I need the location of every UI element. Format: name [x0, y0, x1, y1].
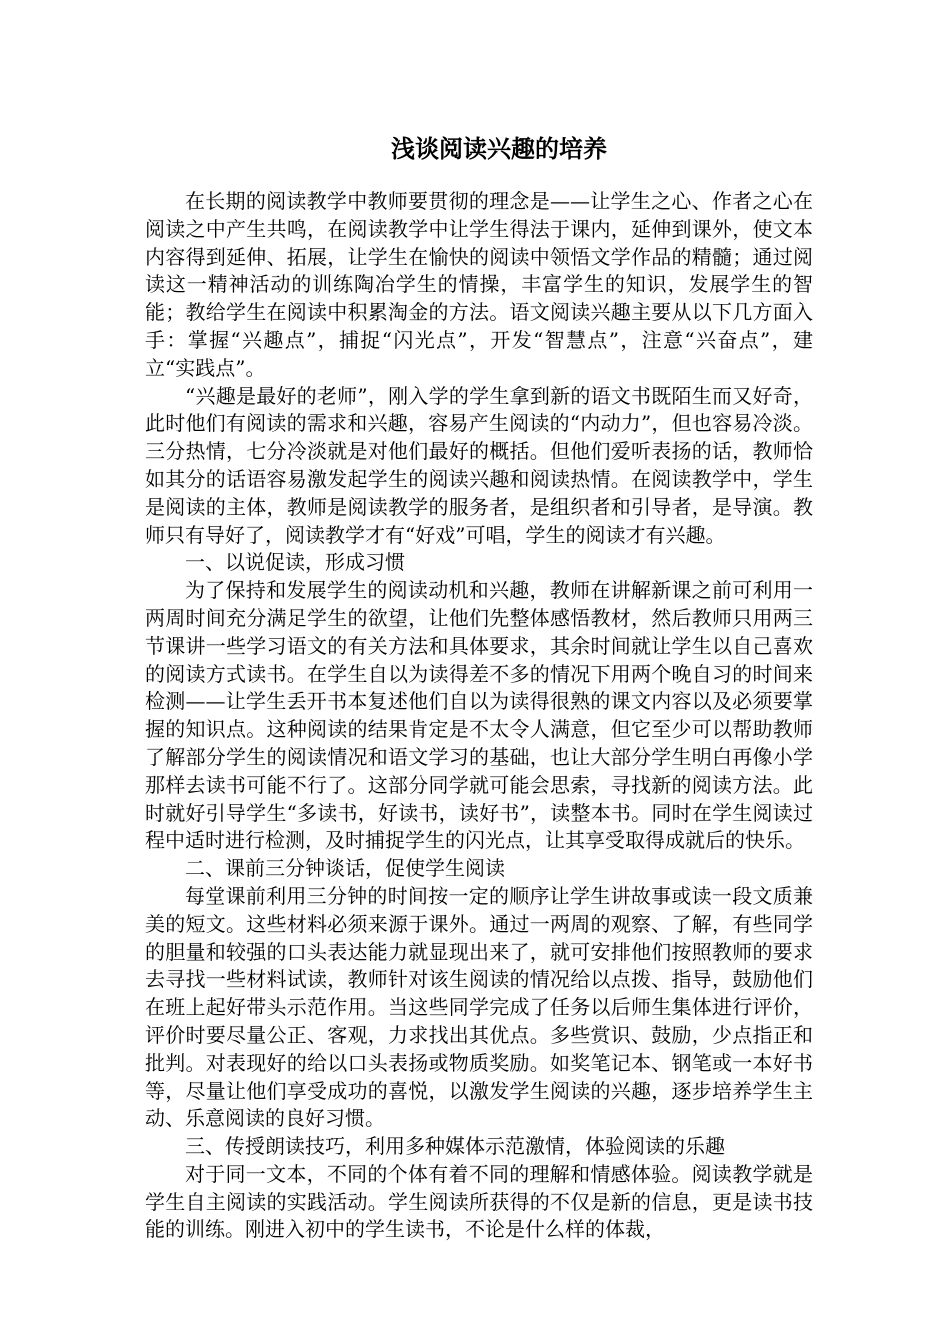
- paragraph-section-3: 对于同一文本，不同的个体有着不同的理解和情感体验。阅读教学就是学生自主阅读的实践活动。学生阅读所获得的不仅是新的信息，更是读书技能的训练。刚进入初中的学生读书，不论是什么样的体裁，: [145, 1161, 813, 1242]
- section-heading-1: 一、以说促读，形成习惯: [185, 550, 405, 575]
- paragraph-intro: 在长期的阅读教学中教师要贯彻的理念是——让学生之心、作者之心在阅读之中产生共鸣，在阅读教学中让学生得法于课内，延伸到课外，使文本内容得到延伸、拓展，让学生在愉快的阅读中领悟文学作品的精髓；通过阅读这一精神活动的训练陶冶学生的情操，丰富学生的知识，发展学生的智能；教给学生在阅读中积累淘金的方法。语文阅读兴趣主要从以下几方面入手：掌握“兴趣点”，捕捉“闪光点”，开发“智慧点”，注意“兴奋点”，建立“实践点”。: [145, 189, 813, 380]
- paragraph-interest: “兴趣是最好的老师”，刚入学的学生拿到新的语文书既陌生而又好奇，此时他们有阅读的需求和兴趣，容易产生阅读的“内动力”，但也容易冷淡。三分热情，七分冷淡就是对他们最好的概括。但他们爱听表扬的话，教师恰如其分的话语容易激发起学生的阅读兴趣和阅读热情。在阅读教学中，学生是阅读的主体，教师是阅读教学的服务者，是组织者和引导者，是导演。教师只有导好了，阅读教学才有“好戏”可唱，学生的阅读才有兴趣。: [145, 383, 813, 547]
- section-heading-3: 三、传授朗读技巧，利用多种媒体示范激情，体验阅读的乐趣: [185, 1134, 725, 1159]
- document-title: 浅谈阅读兴趣的培养: [391, 134, 607, 163]
- paragraph-section-2: 每堂课前利用三分钟的时间按一定的顺序让学生讲故事或读一段文质兼美的短文。这些材料必须来源于课外。通过一两周的观察、了解，有些同学的胆量和较强的口头表达能力就显现出来了，就可安排他们按照教师的要求去寻找一些材料试读，教师针对该生阅读的情况给以点拨、指导，鼓励他们在班上起好带头示范作用。当这些同学完成了任务以后师生集体进行评价，评价时要尽量公正、客观，力求找出其优点。多些赏识、鼓励，少点指正和批判。对表现好的给以口头表扬或物质奖励。如奖笔记本、钢笔或一本好书等，尽量让他们享受成功的喜悦，以激发学生阅读的兴趣，逐步培养学生主动、乐意阅读的良好习惯。: [145, 883, 813, 1131]
- paragraph-section-1: 为了保持和发展学生的阅读动机和兴趣，教师在讲解新课之前可利用一两周时间充分满足学生的欲望，让他们先整体感悟教材，然后教师只用两三节课讲一些学习语文的有关方法和具体要求，其余时间就让学生以自己喜欢的阅读方式读书。在学生自以为读得差不多的情况下用两个晚自习的时间来检测——让学生丢开书本复述他们自以为读得很熟的课文内容以及必须要掌握的知识点。这种阅读的结果肯定是不太令人满意，但它至少可以帮助教师了解部分学生的阅读情况和语文学习的基础，也让大部分学生明白再像小学那样去读书可能不行了。这部分同学就可能会思索，寻找新的阅读方法。此时就好引导学生“多读书，好读书，读好书”，读整本书。同时在学生阅读过程中适时进行检测，及时捕捉学生的闪光点，让其享受取得成就后的快乐。: [145, 578, 813, 853]
- section-heading-2: 二、课前三分钟谈话，促使学生阅读: [185, 856, 505, 881]
